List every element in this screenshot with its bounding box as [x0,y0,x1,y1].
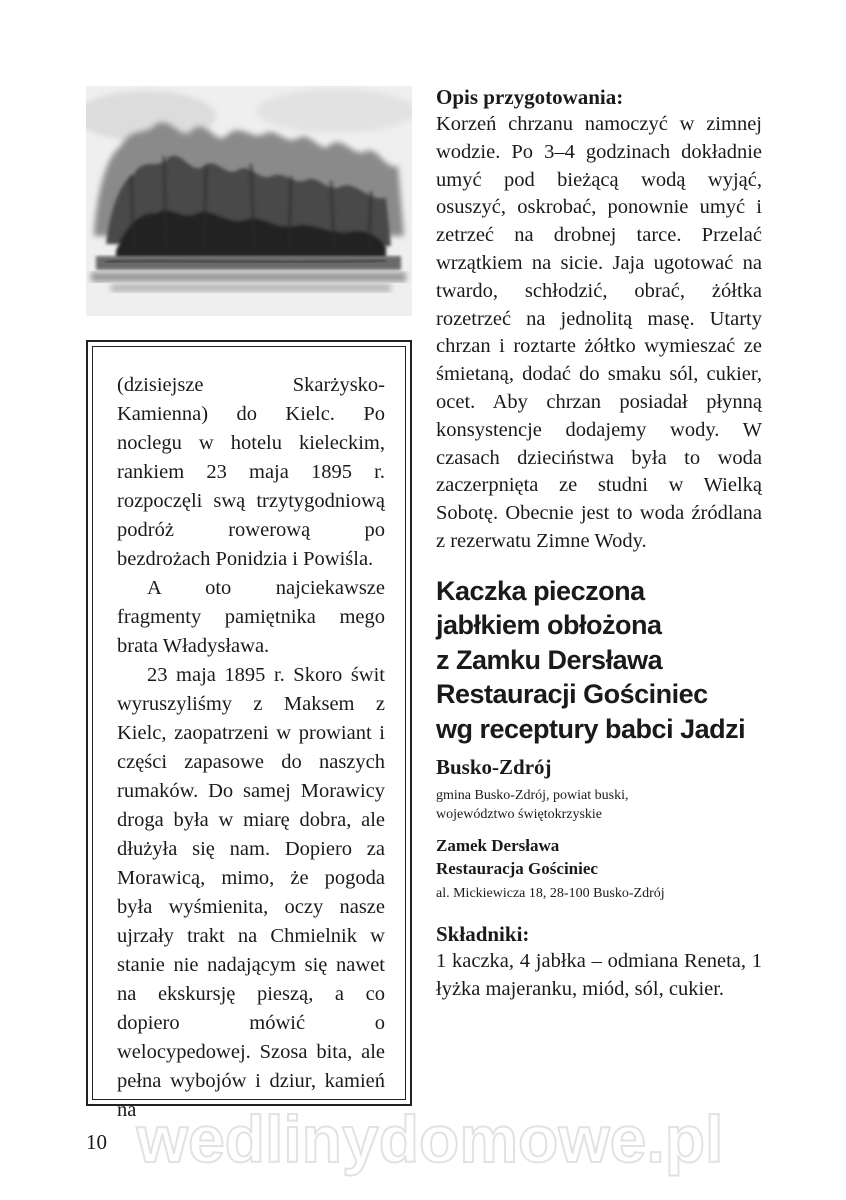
venue-line: Zamek Dersława [436,836,560,856]
preparation-text: Korzeń chrzanu namoczyć w zimnej wodzie. Po 3–4 godzinach dokładnie umyć pod bieżącą wodą wyjąć, osuszyć, oskrobać, ponownie umyć i zetrzeć na drobnej tarce. Przelać wrzątkiem na sicie. Jaja ugotować na twardo, schłodzić, obrać, żółtka rozetrzeć na jednolitą masę. Utarty chrzan i roztarte żółtko wymieszać ze śmietaną, dodać do smaku sól, cukier, ocet. Aby chrzan posiadał płynną konsystencje dodajemy wody. W czasach dzieciństwa była to woda zaczerpnięta ze studni w Wielką Sobotę. Obecnie jest to woda źródlana z rezerwatu Zimne Wody. [436,113,762,552]
region-line: gmina Busko-Zdrój, powiat buski, [436,788,629,804]
recipe-title-line: wg receptury babci Jadzi [436,713,746,744]
recipe-venue [436,834,762,880]
watercolor-landscape-illustration [86,86,412,316]
history-paragraph-2: A oto najciekawsze fragmenty pamiętnika mego brata Władysława. [117,577,385,657]
preparation-heading: Opis przygotowania: [436,85,624,109]
venue-line: Restauracja Gościniec [436,859,598,879]
region-line: województwo świętokrzyskie [436,807,603,823]
watermark-text: wedlinydomowe.pl [136,1102,724,1176]
historical-text-frame-inner [92,346,406,1121]
ingredients-heading: Składniki: [436,922,530,947]
recipe-address: al. Mickiewicza 18, 28-100 Busko-Zdrój [436,886,665,902]
recipe-title [436,574,762,747]
recipe-title-line: jabłkiem obłożona [436,610,662,641]
recipe-town: Busko-Zdrój [436,755,552,780]
recipe-title-line: z Zamku Dersława [436,644,663,675]
page-number: 10 [86,1130,107,1154]
history-paragraph-1: (dzisiejsze Skarżysko-Kamienna) do Kielc. Po noclegu w hotelu kieleckim, rankiem 23 maja 1895 r. rozpoczęli swą trzytygodniową podróż rowerową po bezdrożach Ponidzia i Powiśla. [117,374,385,570]
site-watermark [110,1100,750,1180]
recipe-title-line: Restauracji Gościniec [436,679,708,710]
recipe-title-line: Kaczka pieczona [436,575,645,606]
historical-text-frame [86,340,412,1121]
recipe-column [436,84,762,1004]
ingredients-text: 1 kaczka, 4 jabłka – odmiana Reneta, 1 łyżka majeranku, miód, sól, cukier. [436,950,762,1001]
recipe-region [436,786,762,824]
history-paragraph-3: 23 maja 1895 r. Skoro świt wyruszyliśmy z Maksem z Kielc, zaopatrzeni w prowiant i części zapasowe do naszych rumaków. Do samej Morawicy droga była w miarę dobra, ale dłużyła się nam. Dopiero za Morawicą, mimo, że pogoda była wyśmienita, oczy nasze ujrzały trakt na Chmielnik w stanie nie nadającym się nawet na ekskursję pieszą, a co dopiero mówić o welocypedowej. Szosa bita, ale pełna wybojów i dziur, kamień na [117,664,385,1121]
